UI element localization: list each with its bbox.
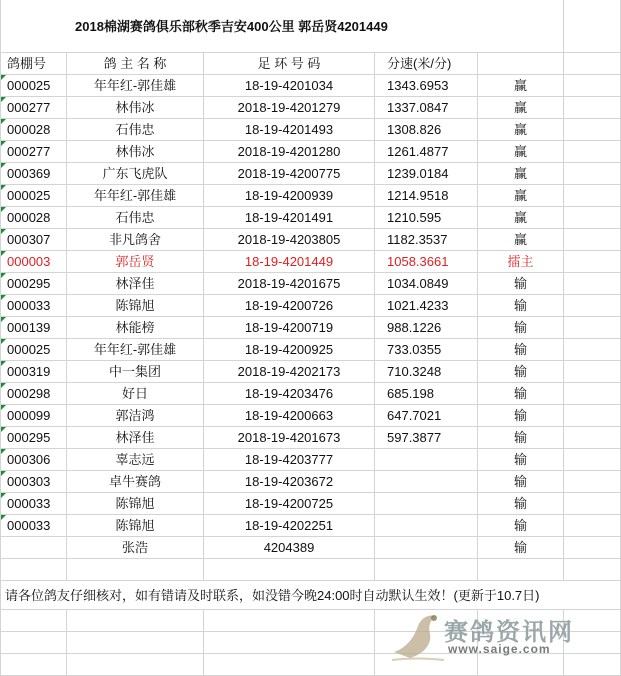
loft-number-cell: 000033 [1,493,67,515]
header-loft: 鸽棚号 [1,53,67,75]
owner-name-cell: 年年红-郭佳雄 [67,339,204,361]
empty-cell [564,449,621,471]
owner-name-cell: 中一集团 [67,361,204,383]
empty-cell [564,383,621,405]
table-row [1,449,621,471]
loft-number-cell: 000028 [1,207,67,229]
result-cell: 输 [478,493,564,515]
table-row [1,207,621,229]
speed-cell [375,515,478,537]
speed-cell [375,449,478,471]
owner-name-cell: 非凡鸽舍 [67,229,204,251]
table-row [1,229,621,251]
loft-number-cell: 000033 [1,295,67,317]
loft-number-cell: 000303 [1,471,67,493]
table-row [1,383,621,405]
empty-cell [564,163,621,185]
speed-cell: 685.198 [375,383,478,405]
owner-name-cell: 石伟忠 [67,207,204,229]
result-cell: 输 [478,295,564,317]
loft-number-cell: 000033 [1,515,67,537]
empty-cell [564,317,621,339]
table-row [1,537,621,559]
ring-number-cell: 2018-19-4201280 [204,141,375,163]
speed-cell [375,471,478,493]
note-row [1,581,621,610]
empty-cell [564,251,621,273]
loft-number-cell: 000295 [1,273,67,295]
ring-number-cell: 18-19-4200925 [204,339,375,361]
empty-cell [204,559,375,581]
result-cell: 输 [478,427,564,449]
speed-cell [375,537,478,559]
table-row [1,339,621,361]
result-cell: 赢 [478,97,564,119]
page-title: 2018棉湖赛鸽俱乐部秋季吉安400公里 郭岳贤4201449 [1,0,564,53]
speed-cell [375,493,478,515]
empty-cell [564,141,621,163]
speed-cell: 647.7021 [375,405,478,427]
empty-cell [564,361,621,383]
ring-number-cell: 2018-19-4201673 [204,427,375,449]
speed-cell: 1034.0849 [375,273,478,295]
table-row [1,273,621,295]
ring-number-cell: 18-19-4200939 [204,185,375,207]
notice-text: 请各位鸽友仔细核对，如有错请及时联系，如没错今晚24:00时自动默认生效！(更新于10.7日) [1,581,621,610]
speed-cell: 1058.3661 [375,251,478,273]
empty-cell [375,559,478,581]
empty-cell [564,559,621,581]
empty-cell [564,427,621,449]
result-cell: 擂主 [478,251,564,273]
table-row [1,405,621,427]
empty-cell [204,654,375,676]
result-cell: 输 [478,383,564,405]
ring-number-cell: 2018-19-4203805 [204,229,375,251]
empty-cell [564,537,621,559]
speed-cell: 1210.595 [375,207,478,229]
speed-cell: 1021.4233 [375,295,478,317]
loft-number-cell: 000099 [1,405,67,427]
loft-number-cell [1,537,67,559]
speed-cell: 733.0355 [375,339,478,361]
ring-number-cell: 2018-19-4201675 [204,273,375,295]
ring-number-cell: 2018-19-4201279 [204,97,375,119]
pigeon-logo-icon [388,608,446,664]
result-cell: 输 [478,405,564,427]
ring-number-cell: 18-19-4200719 [204,317,375,339]
table-row [1,361,621,383]
table-row [1,317,621,339]
result-cell: 输 [478,339,564,361]
empty-cell [564,295,621,317]
watermark-url: www.saige.com [448,642,551,656]
speed-cell: 1337.0847 [375,97,478,119]
loft-number-cell: 000295 [1,427,67,449]
owner-name-cell: 林泽佳 [67,427,204,449]
empty-cell [1,632,67,654]
result-cell: 输 [478,273,564,295]
result-cell: 输 [478,317,564,339]
owner-name-cell: 郭岳贤 [67,251,204,273]
owner-name-cell: 陈锦旭 [67,295,204,317]
owner-name-cell: 林伟冰 [67,141,204,163]
empty-cell [564,273,621,295]
speed-cell: 1261.4877 [375,141,478,163]
header-row [1,53,621,75]
loft-number-cell: 000298 [1,383,67,405]
result-cell: 赢 [478,75,564,97]
result-cell: 输 [478,449,564,471]
owner-name-cell: 林泽佳 [67,273,204,295]
owner-name-cell: 林能榜 [67,317,204,339]
empty-cell [67,654,204,676]
empty-cell [564,515,621,537]
ring-number-cell: 2018-19-4202173 [204,361,375,383]
empty-cell [67,559,204,581]
empty-cell [564,229,621,251]
table-row [1,471,621,493]
header-ring: 足 环 号 码 [204,53,375,75]
loft-number-cell: 000307 [1,229,67,251]
loft-number-cell: 000277 [1,141,67,163]
table-row [1,251,621,273]
ring-number-cell: 18-19-4201034 [204,75,375,97]
table-row [1,185,621,207]
result-cell: 赢 [478,163,564,185]
ring-number-cell: 18-19-4201491 [204,207,375,229]
ring-number-cell: 18-19-4201493 [204,119,375,141]
speed-cell: 1308.826 [375,119,478,141]
table-row [1,119,621,141]
loft-number-cell: 000306 [1,449,67,471]
result-cell: 赢 [478,141,564,163]
speed-cell: 710.3248 [375,361,478,383]
ring-number-cell: 18-19-4200663 [204,405,375,427]
result-cell: 输 [478,361,564,383]
empty-cell [564,75,621,97]
table-row [1,141,621,163]
speed-cell: 1239.0184 [375,163,478,185]
loft-number-cell: 000277 [1,97,67,119]
loft-number-cell: 000028 [1,119,67,141]
loft-number-cell: 000319 [1,361,67,383]
empty-cell [67,610,204,632]
owner-name-cell: 石伟忠 [67,119,204,141]
loft-number-cell: 000025 [1,339,67,361]
watermark-name: 赛鸽资讯网 [444,619,574,646]
owner-name-cell: 年年红-郭佳雄 [67,75,204,97]
empty-cell [564,97,621,119]
speed-cell: 597.3877 [375,427,478,449]
loft-number-cell: 000003 [1,251,67,273]
table-row [1,97,621,119]
loft-number-cell: 000025 [1,75,67,97]
empty-cell [564,471,621,493]
loft-number-cell: 000369 [1,163,67,185]
empty-cell [564,185,621,207]
empty-cell [1,559,67,581]
table-row [1,163,621,185]
result-cell: 赢 [478,229,564,251]
owner-name-cell: 郭洁鸿 [67,405,204,427]
result-cell: 输 [478,537,564,559]
speed-cell: 988.1226 [375,317,478,339]
ring-number-cell: 18-19-4203672 [204,471,375,493]
owner-name-cell: 卓牛赛鸽 [67,471,204,493]
header-result [478,53,564,75]
speed-cell: 1214.9518 [375,185,478,207]
header-owner: 鸽 主 名 称 [67,53,204,75]
result-cell: 赢 [478,185,564,207]
blank-row [1,559,621,581]
ring-number-cell: 18-19-4202251 [204,515,375,537]
empty-cell [564,207,621,229]
speed-cell: 1182.3537 [375,229,478,251]
empty-cell [1,610,67,632]
empty-cell [67,632,204,654]
ring-number-cell: 2018-19-4200775 [204,163,375,185]
ring-number-cell: 18-19-4200726 [204,295,375,317]
loft-number-cell: 000139 [1,317,67,339]
ring-number-cell: 18-19-4201449 [204,251,375,273]
empty-cell [564,493,621,515]
table-row [1,75,621,97]
result-cell: 赢 [478,207,564,229]
table-row [1,295,621,317]
result-cell: 输 [478,515,564,537]
owner-name-cell: 广东飞虎队 [67,163,204,185]
ring-number-cell: 18-19-4200725 [204,493,375,515]
owner-name-cell: 年年红-郭佳雄 [67,185,204,207]
watermark [388,608,598,664]
ring-number-cell: 18-19-4203476 [204,383,375,405]
ring-number-cell: 18-19-4203777 [204,449,375,471]
table-row [1,493,621,515]
speed-cell: 1343.6953 [375,75,478,97]
loft-number-cell: 000025 [1,185,67,207]
owner-name-cell: 林伟冰 [67,97,204,119]
empty-cell [204,610,375,632]
title-row [1,0,621,53]
owner-name-cell: 好日 [67,383,204,405]
result-cell: 赢 [478,119,564,141]
owner-name-cell: 陈锦旭 [67,515,204,537]
table-row [1,427,621,449]
empty-cell [564,405,621,427]
owner-name-cell: 辜志远 [67,449,204,471]
result-cell: 输 [478,471,564,493]
empty-cell [564,119,621,141]
header-speed: 分速(米/分) [375,53,478,75]
ring-number-cell: 4204389 [204,537,375,559]
empty-cell [564,339,621,361]
owner-name-cell: 张浩 [67,537,204,559]
table-row [1,515,621,537]
owner-name-cell: 陈锦旭 [67,493,204,515]
empty-cell [478,559,564,581]
empty-cell [204,632,375,654]
empty-cell [1,654,67,676]
